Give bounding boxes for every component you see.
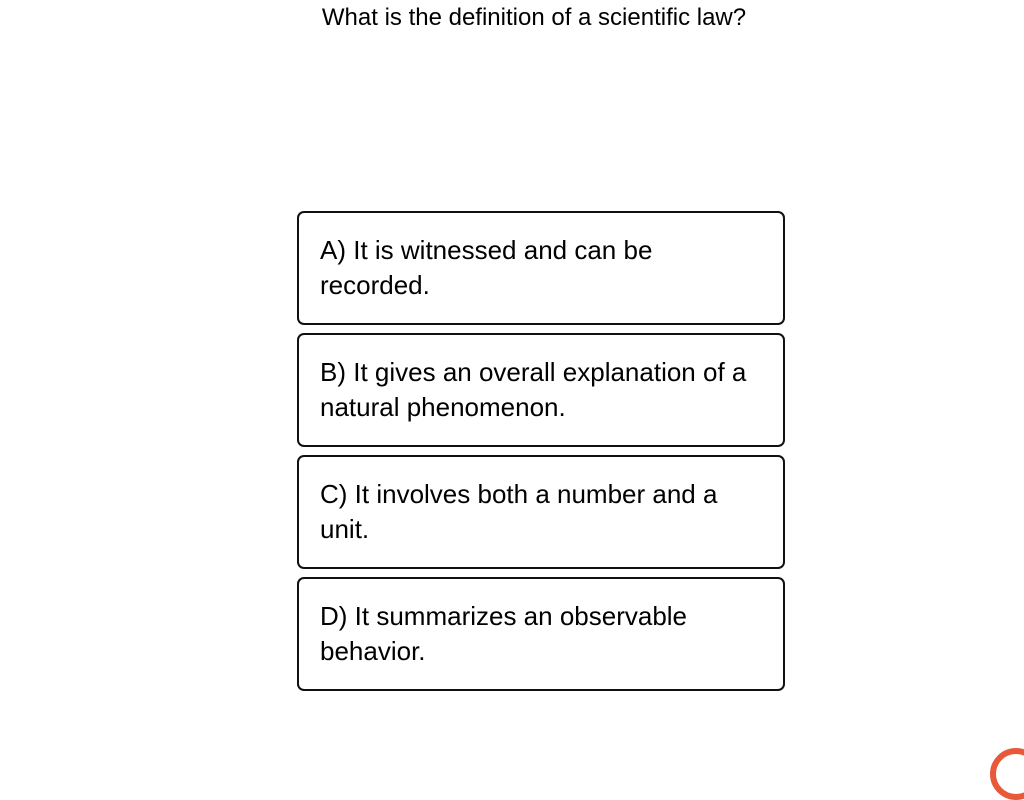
answer-option-d[interactable]: D) It summarizes an observable behavior. <box>297 577 785 691</box>
question-text: What is the definition of a scientific law? <box>321 4 747 31</box>
corner-badge-icon[interactable] <box>990 748 1024 800</box>
answer-option-c[interactable]: C) It involves both a number and a unit. <box>297 455 785 569</box>
answer-option-b[interactable]: B) It gives an overall explanation of a natural phenomenon. <box>297 333 785 447</box>
answer-options <box>297 211 785 699</box>
answer-option-a[interactable]: A) It is witnessed and can be recorded. <box>297 211 785 325</box>
